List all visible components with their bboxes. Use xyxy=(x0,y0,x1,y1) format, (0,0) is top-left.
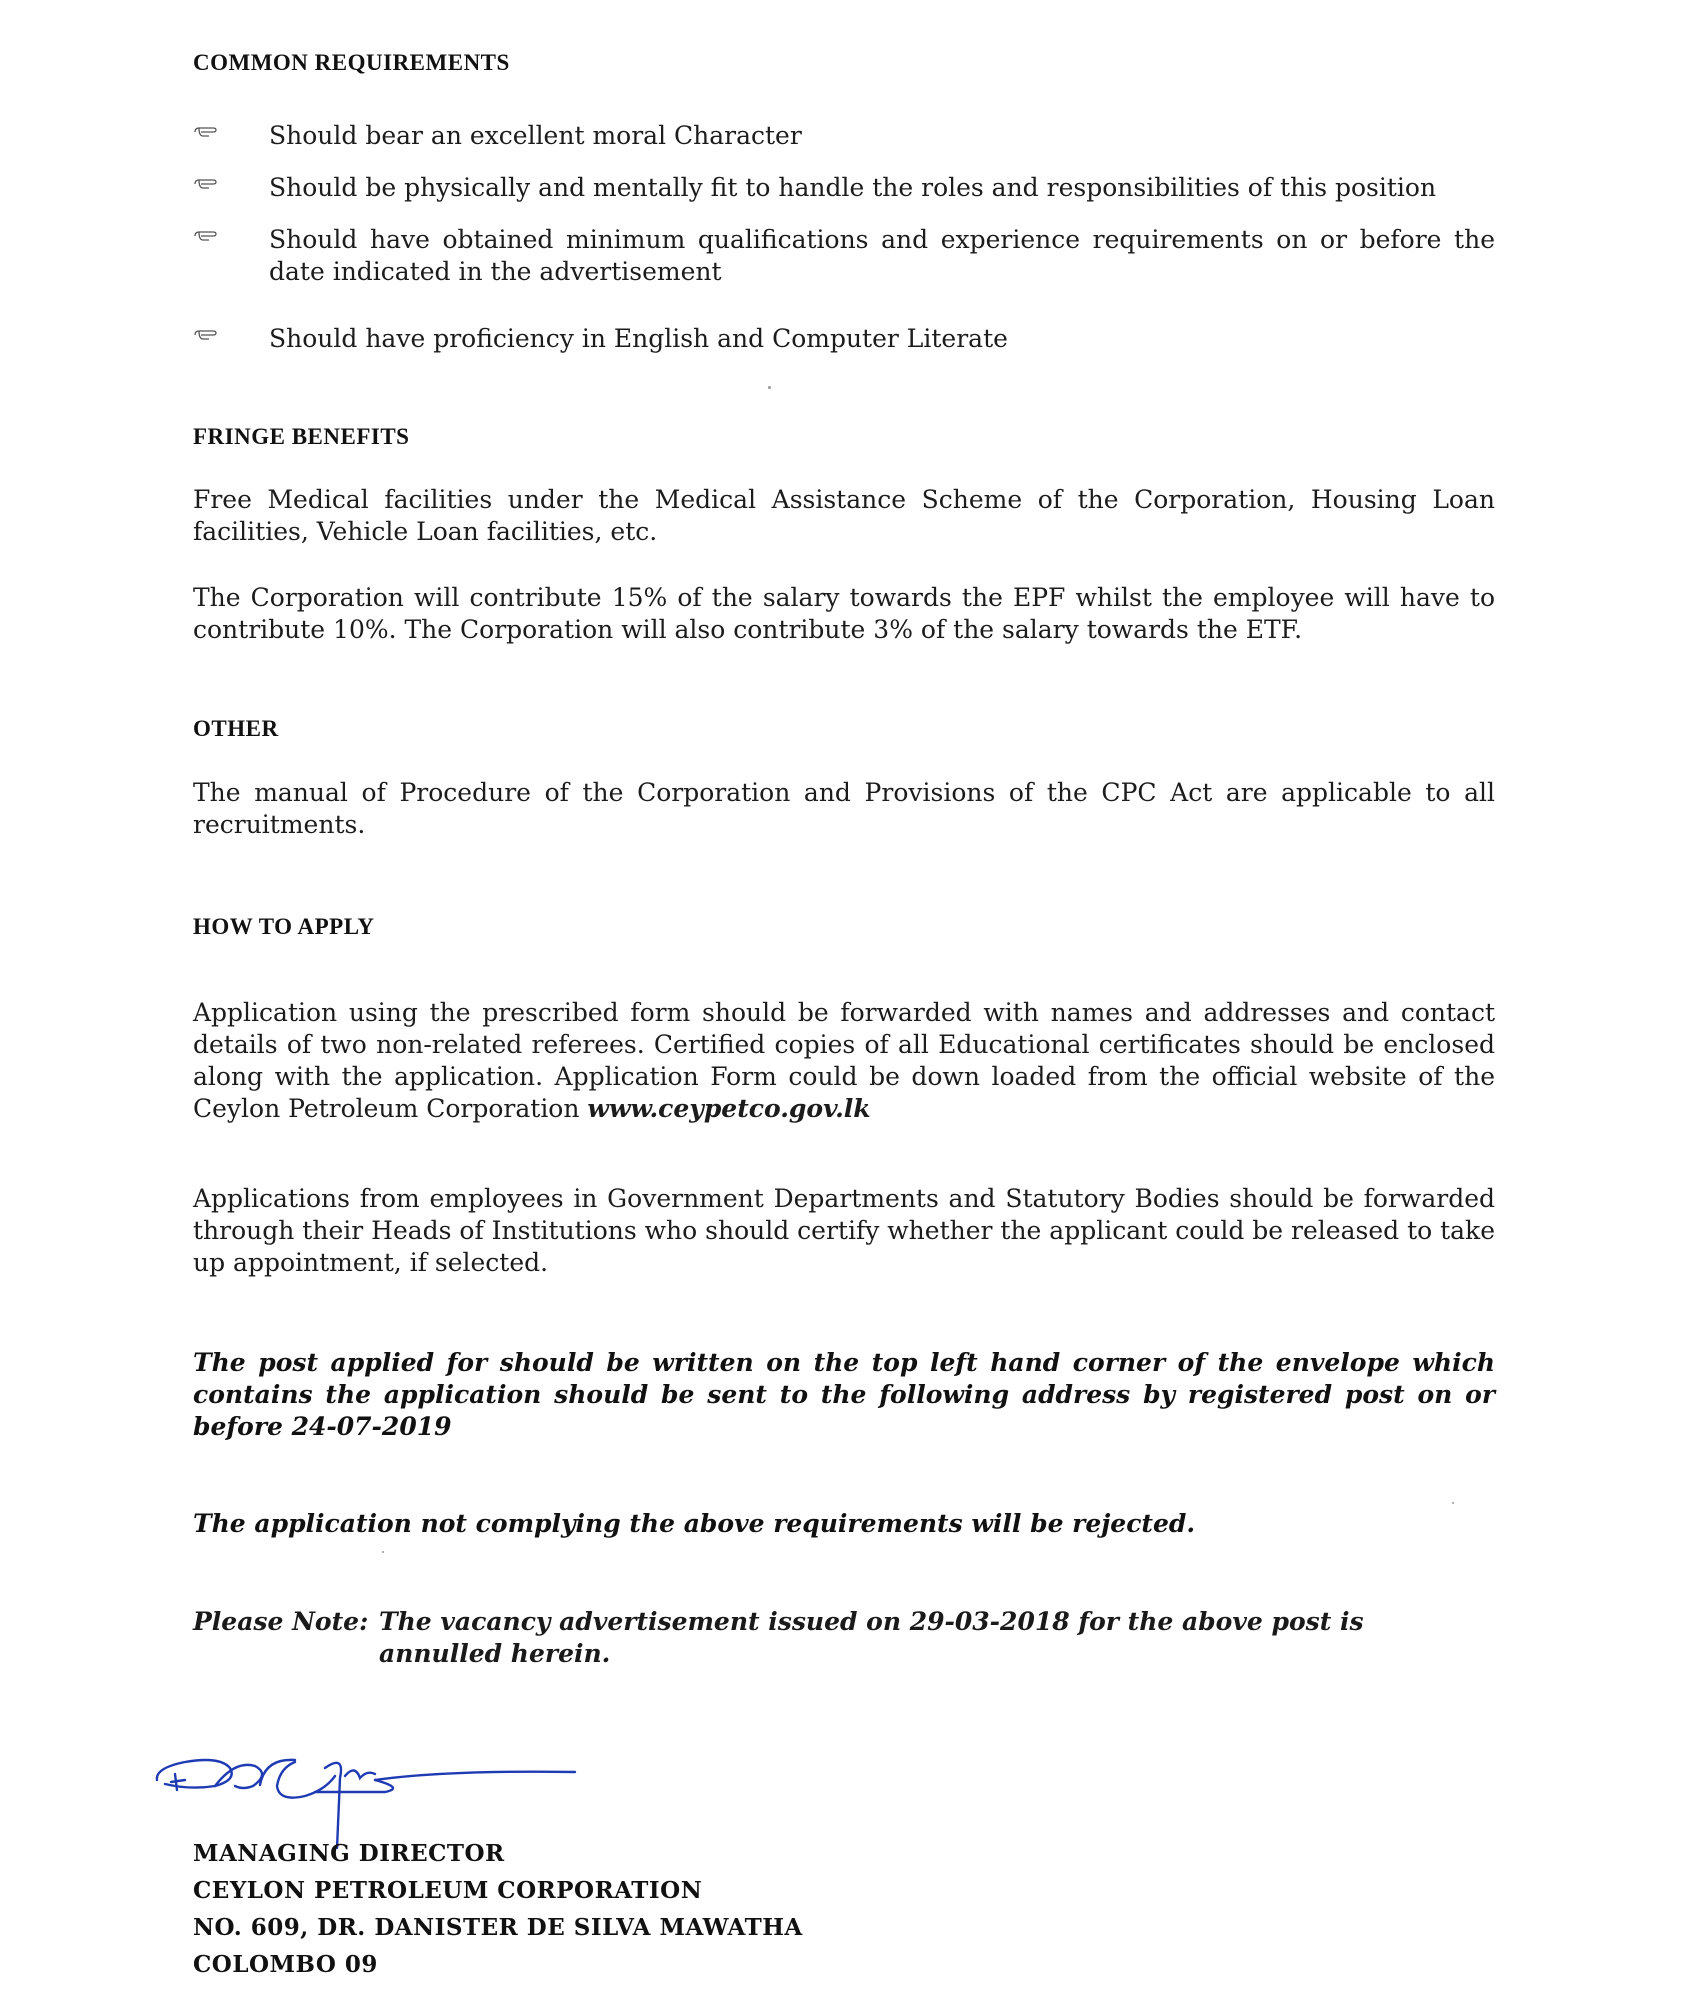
scan-speck xyxy=(768,386,771,389)
pointing-hand-icon xyxy=(193,228,219,244)
requirement-text: Should have obtained minimum qualifications and experience requirements on or before the date indicated in the advertisement xyxy=(269,225,1495,286)
how-to-apply-heading: HOW TO APPLY xyxy=(193,914,375,939)
organization-name: CEYLON PETROLEUM CORPORATION xyxy=(193,1877,703,1904)
contribution-paragraph: The Corporation will contribute 15% of the salary towards the EPF whilst the employee will have to contribute 10%. The Corporation will also contribute 3% of the salary towards the ETF. xyxy=(193,583,1495,644)
website-link[interactable]: www.ceypetco.gov.lk xyxy=(587,1094,871,1123)
fringe-benefits-heading: FRINGE BENEFITS xyxy=(193,424,410,449)
other-paragraph: The manual of Procedure of the Corporation and Provisions of the CPC Act are applicable to all recruitments. xyxy=(193,778,1495,839)
pointing-hand-icon xyxy=(193,176,219,192)
pointing-hand-icon xyxy=(193,124,219,140)
please-note-text: The vacancy advertisement issued on 29-03-2018 for the above post is annulled herein. xyxy=(379,1607,1364,1668)
city-line: COLOMBO 09 xyxy=(193,1951,378,1978)
government-employees-paragraph: Applications from employees in Government Departments and Statutory Bodies should be forwarded through their Heads of Institutions who should certify whether the applicant could be released to take up appointment, if selected. xyxy=(193,1184,1496,1277)
pointing-hand-icon xyxy=(193,327,219,343)
application-text: Application using the prescribed form should be forwarded with names and addresses and contact details of two non-related referees. Certified copies of all Educational certificates should be enclosed along with the application. Application Form could be down loaded from the official website of the Ceylon Petroleum Corporation xyxy=(193,998,1495,1123)
application-paragraph xyxy=(193,997,1495,1125)
requirement-text: Should be physically and mentally fit to handle the roles and responsibilities of this position xyxy=(269,173,1437,202)
envelope-instruction: The post applied for should be written on the top left hand corner of the envelope which contains the application should be sent to the following address by registered post on or before 24-07-2019 xyxy=(193,1348,1495,1441)
requirement-text: Should bear an excellent moral Character xyxy=(269,121,802,150)
scan-speck xyxy=(382,1551,384,1553)
requirement-text: Should have proficiency in English and Computer Literate xyxy=(269,324,1008,353)
address-line: NO. 609, DR. DANISTER DE SILVA MAWATHA xyxy=(193,1914,803,1941)
fringe-benefits-paragraph: Free Medical facilities under the Medical Assistance Scheme of the Corporation, Housing Loan facilities, Vehicle Loan facilities, etc. xyxy=(193,485,1495,546)
common-requirements-heading: COMMON REQUIREMENTS xyxy=(193,50,510,75)
other-heading: OTHER xyxy=(193,716,279,741)
signatory-title: MANAGING DIRECTOR xyxy=(193,1840,505,1867)
scan-speck xyxy=(1452,1502,1454,1504)
signature-image xyxy=(145,1740,585,1850)
please-note-label: Please Note: xyxy=(193,1607,369,1636)
rejection-note: The application not complying the above requirements will be rejected. xyxy=(193,1509,1196,1538)
